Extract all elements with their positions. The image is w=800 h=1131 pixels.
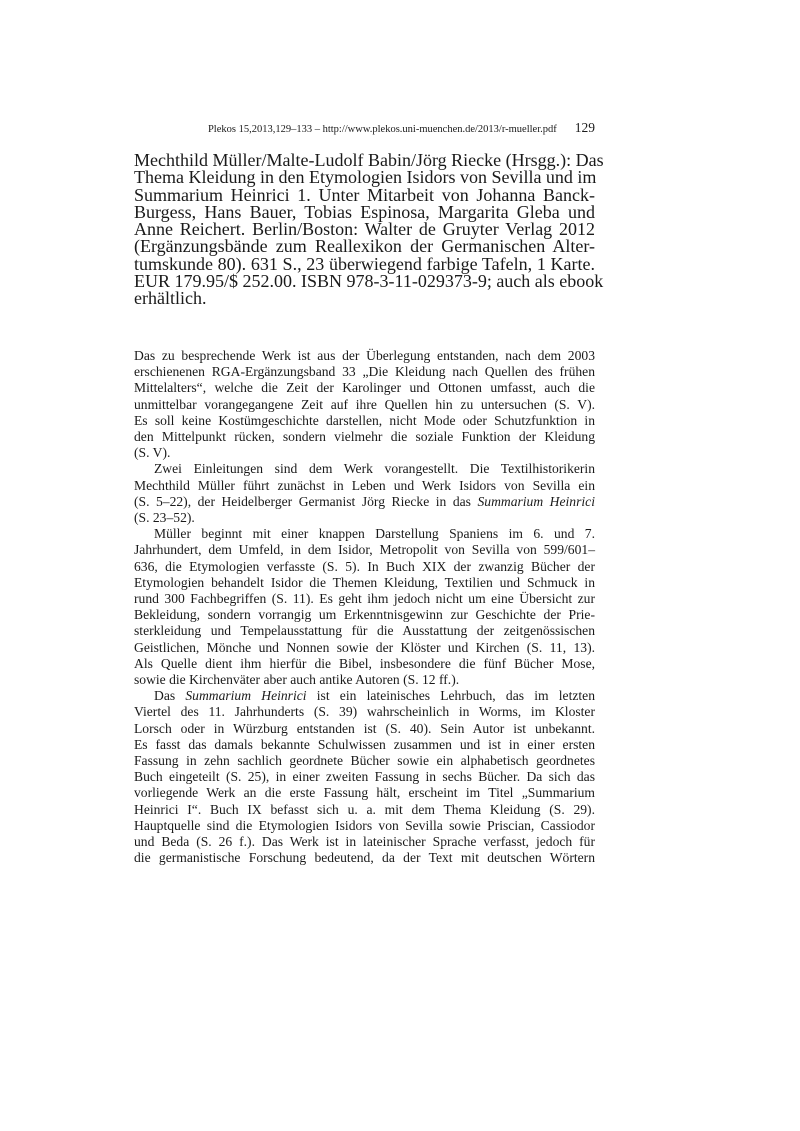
text-line xyxy=(134,397,595,413)
text-run: Hauptquelle sind die Etymologien Isidors von Sevilla sowie Priscian, Cassiodor xyxy=(134,817,595,833)
text-line xyxy=(134,591,595,607)
text-run: (S. 5–22), der Heidelberger Germanist Jörg Riecke in das xyxy=(134,493,478,509)
text-line xyxy=(134,737,595,753)
title-line: erhältlich. xyxy=(134,288,207,309)
text-line xyxy=(134,607,595,623)
text-line xyxy=(134,818,595,834)
text-run: Viertel des 11. Jahrhunderts (S. 39) wahrscheinlich in Worms, im Kloster xyxy=(134,704,595,720)
text-line xyxy=(134,494,595,510)
text-line xyxy=(134,429,595,445)
text-line xyxy=(134,769,595,785)
text-line xyxy=(134,380,595,396)
text-line xyxy=(134,364,595,380)
paragraph xyxy=(134,348,595,461)
text-line xyxy=(134,526,595,542)
text-run: Müller beginnt mit einer knappen Darstellung Spaniens im 6. und 7. xyxy=(154,526,595,542)
text-run: unmittelbar vorangegangene Zeit auf ihre Quellen hin zu untersuchen (S. V). xyxy=(134,396,595,412)
text-line xyxy=(134,542,595,558)
text-line xyxy=(134,721,595,737)
text-run: den Mittelpunkt rücken, sondern vielmehr die soziale Funktion der Kleidung xyxy=(134,429,595,445)
text-run: erschienenen RGA-Ergänzungsband 33 „Die Kleidung nach Quellen des frühen xyxy=(134,364,595,380)
title-line: (Ergänzungsbände zum Reallexikon der Germanischen Alter- xyxy=(134,236,595,257)
text-line xyxy=(134,445,595,461)
text-line xyxy=(134,575,595,591)
text-line xyxy=(134,461,595,477)
text-run: (S. V). xyxy=(134,445,171,461)
title-line: Thema Kleidung in den Etymologien Isidors von Sevilla und im xyxy=(134,167,597,188)
italic-title: Summarium Heinrici xyxy=(477,493,595,509)
text-run: Geistlichen, Mönche und Nonnen sowie der Klöster und Kirchen (S. 11, 13). xyxy=(134,639,595,655)
title-line: Anne Reichert. Berlin/Boston: Walter de Gruyter Verlag 2012 xyxy=(134,219,595,240)
text-line xyxy=(134,478,595,494)
text-line xyxy=(134,834,595,850)
text-run: rund 300 Fachbegriffen (S. 11). Es geht ihm jedoch nicht um eine Übersicht zur xyxy=(134,591,595,607)
text-run: Mittelalters“, welche die Zeit der Karolinger und Ottonen umfasst, auch die xyxy=(134,380,595,396)
text-run: die germanistische Forschung bedeutend, da der Text mit deutschen Wörtern xyxy=(134,850,595,866)
text-line xyxy=(134,802,595,818)
text-run: sowie die Kirchenväter aber auch antike Autoren (S. 12 ff.). xyxy=(134,672,460,688)
text-run: Fassung in zehn sachlich geordnete Bücher sowie ein alphabetisch geordnetes xyxy=(134,753,595,769)
text-run: Das xyxy=(154,688,186,704)
paragraph xyxy=(134,526,595,688)
text-line xyxy=(134,672,595,688)
title-line: Burgess, Hans Bauer, Tobias Espinosa, Margarita Gleba und xyxy=(134,201,595,222)
text-run: und Beda (S. 26 f.). Das Werk ist in lateinischer Sprache verfasst, jedoch für xyxy=(134,834,595,850)
text-run: Das zu besprechende Werk ist aus der Überlegung entstanden, nach dem 2003 xyxy=(134,348,595,363)
italic-title: Summarium Heinrici xyxy=(185,688,307,704)
title-line: EUR 179.95/$ 252.00. ISBN 978-3-11-029373-9; auch als ebook xyxy=(134,271,604,292)
text-line xyxy=(134,688,595,704)
title-line: Summarium Heinrici 1. Unter Mitarbeit von Johanna Banck- xyxy=(134,184,595,205)
text-line xyxy=(134,753,595,769)
text-run: vorliegende Werk an die erste Fassung hält, erscheint im Titel „Summarium xyxy=(134,785,595,801)
text-run: Buch eingeteilt (S. 25), in einer zweiten Fassung in sechs Bücher. Da sich das xyxy=(134,769,595,785)
text-line xyxy=(134,559,595,575)
text-run: Zwei Einleitungen sind dem Werk vorangestellt. Die Textilhistorikerin xyxy=(154,461,595,477)
running-header xyxy=(134,120,595,136)
page-number: 129 xyxy=(574,120,595,135)
review-body xyxy=(134,348,595,867)
text-line xyxy=(134,510,595,526)
text-run: ist ein lateinisches Lehrbuch, das im letzten xyxy=(306,688,596,704)
text-line xyxy=(134,413,595,429)
text-run: Jahrhundert, dem Umfeld, in dem Isidor, Metropolit von Sevilla von 599/601– xyxy=(134,542,595,558)
text-run: Etymologien behandelt Isidor die Themen Kleidung, Textilien und Schmuck in xyxy=(134,574,595,590)
text-run: Es soll keine Kostümgeschichte darstellen, nicht Mode oder Schutzfunktion in xyxy=(134,412,595,428)
citation-line: Plekos 15,2013,129–133 – http://www.plekos.uni-muenchen.de/2013/r-mueller.pdf xyxy=(207,124,557,135)
review-title-block xyxy=(134,150,604,309)
text-run: Heinrici I“. Buch IX befasst sich u. a. mit dem Thema Kleidung (S. 29). xyxy=(134,801,595,817)
text-run: Als Quelle dient ihm hierfür die Bibel, insbesondere die fünf Bücher Mose, xyxy=(134,655,595,671)
text-line xyxy=(134,850,595,866)
text-line xyxy=(134,623,595,639)
title-line: Mechthild Müller/Malte-Ludolf Babin/Jörg Riecke (Hrsgg.): Das xyxy=(134,150,604,170)
paragraph xyxy=(134,461,595,526)
text-run: Mechthild Müller führt zunächst in Leben und Werk Isidors von Sevilla ein xyxy=(134,477,595,493)
text-line xyxy=(134,704,595,720)
text-line xyxy=(134,640,595,656)
text-line xyxy=(134,785,595,801)
text-line xyxy=(134,656,595,672)
paragraph xyxy=(134,688,595,866)
text-run: Lorsch oder in Würzburg entstanden ist (S. 40). Sein Autor ist unbekannt. xyxy=(134,720,595,736)
text-line xyxy=(134,348,595,364)
text-run: sterkleidung und Tempelausstattung für die Ausstattung der zeitgenössischen xyxy=(134,623,595,639)
text-run: 636, die Etymologien verfasste (S. 5). In Buch XIX der zwanzig Bücher der xyxy=(134,558,595,574)
text-run: Bekleidung, sondern vorrangig um Erkenntnisgewinn zur Geschichte der Prie- xyxy=(134,607,595,623)
title-line: tumskunde 80). 631 S., 23 überwiegend farbige Tafeln, 1 Karte. xyxy=(134,253,595,274)
text-run: Es fasst das damals bekannte Schulwissen zusammen und ist in einer ersten xyxy=(134,736,595,752)
text-run: (S. 23–52). xyxy=(134,510,195,526)
